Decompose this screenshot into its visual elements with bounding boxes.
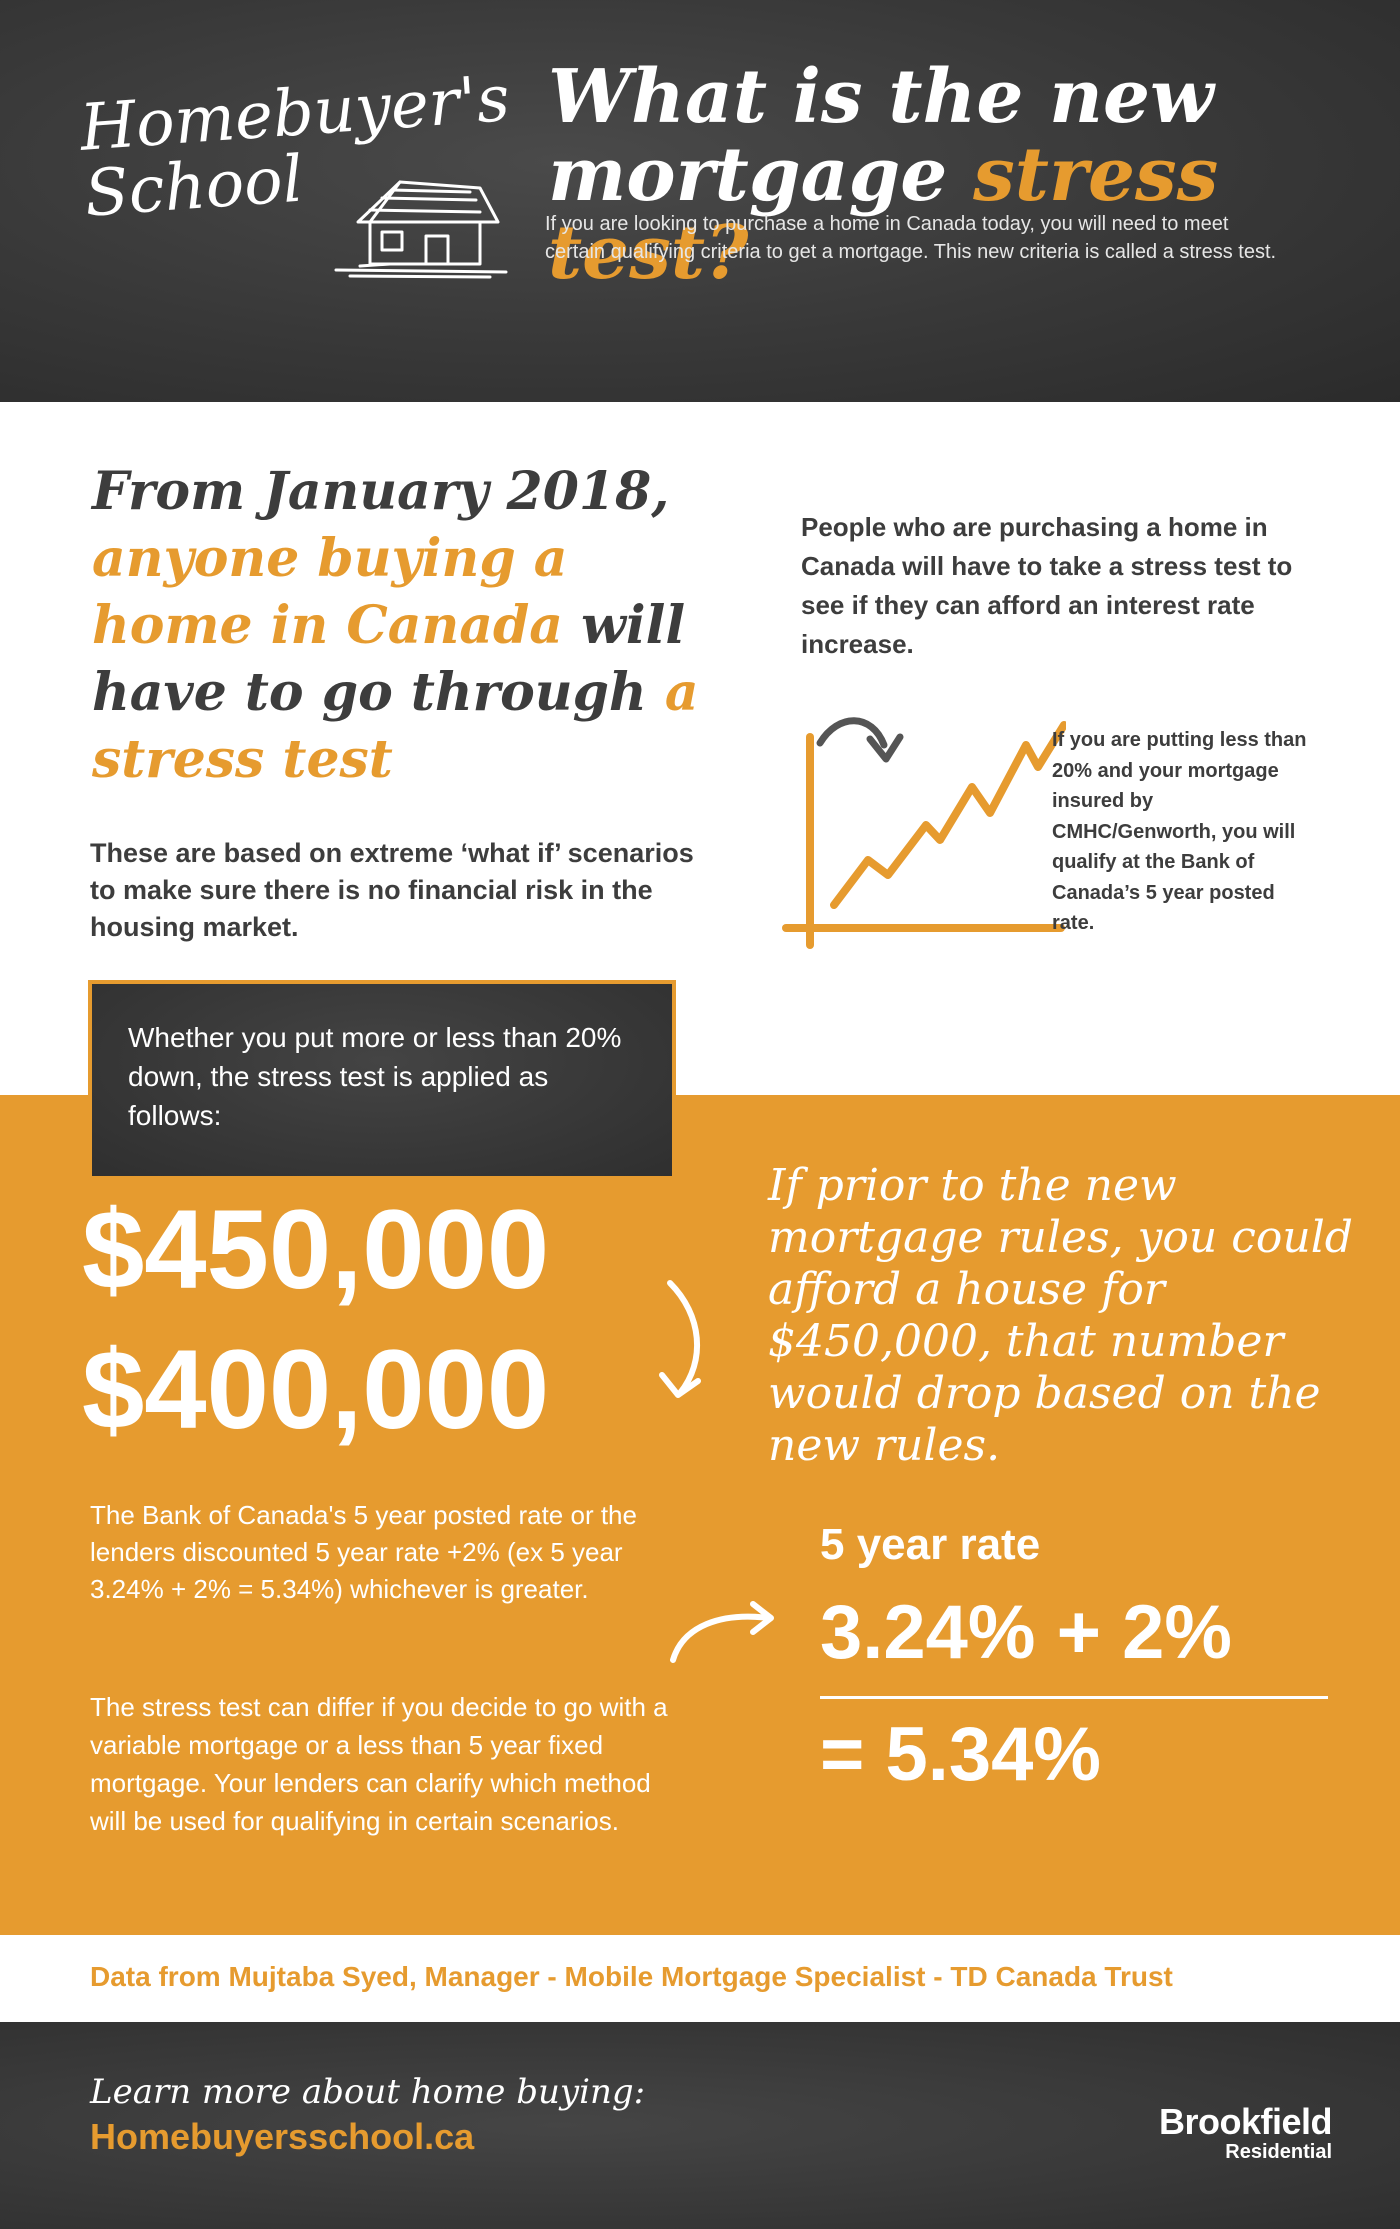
brookfield-logo-name: Brookfield [1158, 2101, 1332, 2142]
rule-text: The Bank of Canada's 5 year posted rate or the lenders discounted 5 year rate +2% (ex 5 year 3.24% + 2% = 5.34%) whichever is greater. [90, 1500, 637, 1604]
down-arrow-icon [640, 1275, 720, 1405]
brand-title: Homebuyer's School [77, 62, 512, 232]
headline-part-4: a stress test [92, 662, 699, 790]
applied-as-follows-box [88, 980, 676, 1180]
rate-divider [820, 1696, 1328, 1699]
header-chalkboard [0, 0, 1400, 402]
price-before: $450,000 [82, 1187, 550, 1312]
intro-body-text: These are based on extreme ‘what if’ scenarios to make sure there is no financial risk in the housing market. [90, 838, 694, 942]
hero-title-plain: What is the new mortgage [548, 54, 1214, 218]
footer-cta: Learn more about home buying: [90, 2072, 646, 2112]
insured-text: If you are putting less than 20% and your mortgage insured by CMHC/Genworth, you will qualify at the Bank of Canada’s 5 year posted rate. [1052, 729, 1307, 934]
applied-as-follows-text: Whether you put more or less than 20% down, the stress test is applied as follows: [128, 1022, 622, 1131]
trend-chart-icon [776, 695, 1066, 957]
price-after: $400,000 [82, 1327, 550, 1452]
rate-label: 5 year rate [820, 1520, 1041, 1569]
intro-headline [92, 458, 712, 793]
rate-formula: 3.24% + 2% [820, 1590, 1232, 1675]
website-link[interactable]: Homebuyersschool.ca [90, 2116, 475, 2157]
purpose-text: People who are purchasing a home in Canada will have to take a stress test to see if they can afford an interest rate increase. [801, 512, 1293, 659]
scenario-text: If prior to the new mortgage rules, you could afford a house for $450,000, that number would drop based on the new rules. [768, 1160, 1353, 1471]
hero-intro-text: If you are looking to purchase a home in Canada today, you will need to meet certain qualifying criteria to get a mortgage. This new criteria is called a stress test. [545, 213, 1277, 263]
data-credit: Data from Mujtaba Syed, Manager - Mobile Mortgage Specialist - TD Canada Trust [90, 1961, 1173, 1992]
house-icon [330, 160, 510, 280]
headline-part-3: will have to go through [92, 595, 686, 723]
footer-chalkboard [0, 2022, 1400, 2229]
brookfield-logo-sub: Residential [1225, 2141, 1332, 2163]
headline-part-2: anyone buying a home in Canada [92, 528, 568, 656]
headline-part-1: From January 2018, [92, 461, 670, 522]
variable-mortgage-note: The stress test can differ if you decide to go with a variable mortgage or a less than 5 year fixed mortgage. Your lenders can clarify which method will be used for qualifying in certain scenarios. [90, 1692, 668, 1836]
rate-result: = 5.34% [820, 1712, 1101, 1797]
hero-title-accent: stress test? [548, 132, 1219, 296]
curved-arrow-icon [665, 1590, 785, 1670]
